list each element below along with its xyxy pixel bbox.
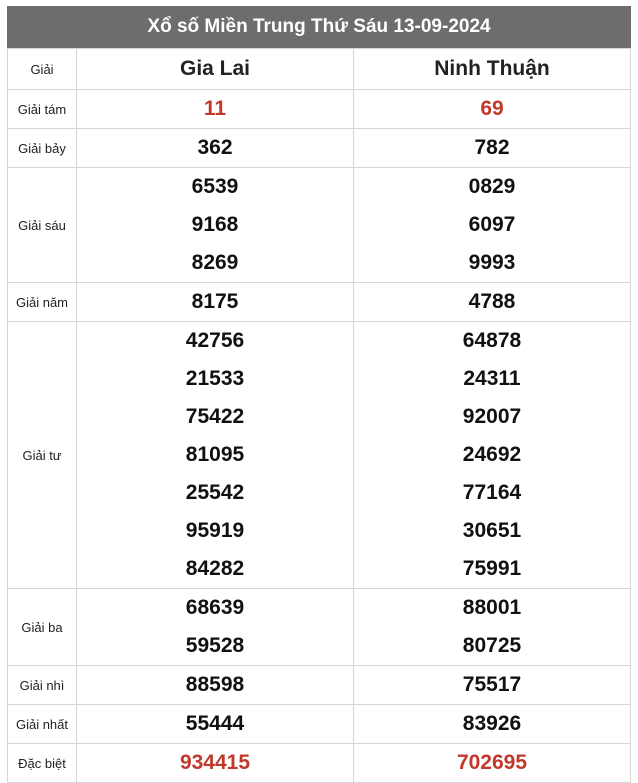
result-number: 702695: [456, 751, 528, 774]
ninh-thuan-results: [354, 666, 631, 705]
prize-label: Giải bảy: [8, 129, 77, 168]
prize-row: [8, 666, 631, 705]
result-number: 88001: [462, 596, 522, 619]
result-number: 84282: [185, 557, 245, 580]
result-number: 30651: [462, 519, 522, 542]
prize-label: Giải ba: [8, 589, 77, 666]
result-number: 92007: [462, 405, 522, 428]
result-number: 782: [474, 136, 510, 159]
gia-lai-results: [77, 589, 354, 666]
gia-lai-results: [77, 129, 354, 168]
province-header-gia-lai: Gia Lai: [77, 49, 354, 90]
result-number: 362: [197, 136, 233, 159]
prize-row: [8, 129, 631, 168]
result-number: 81095: [185, 443, 245, 466]
prize-label: Giải sáu: [8, 168, 77, 283]
prize-row: [8, 283, 631, 322]
prize-row: [8, 90, 631, 129]
result-number: 21533: [185, 367, 245, 390]
result-number: 80725: [462, 634, 522, 657]
result-number: 69: [480, 97, 504, 120]
result-number: 64878: [462, 329, 522, 352]
ninh-thuan-results: [354, 283, 631, 322]
result-number: 83926: [462, 712, 522, 735]
result-number: 95919: [185, 519, 245, 542]
prize-row: [8, 705, 631, 744]
prize-label: Giải năm: [8, 283, 77, 322]
result-number: 4788: [468, 290, 516, 313]
result-number: 6539: [191, 175, 239, 198]
prize-row: [8, 589, 631, 666]
ninh-thuan-results: [354, 744, 631, 783]
gia-lai-results: [77, 283, 354, 322]
result-number: 6097: [468, 213, 516, 236]
prize-row: [8, 168, 631, 283]
result-number: 68639: [185, 596, 245, 619]
result-number: 42756: [185, 329, 245, 352]
result-number: 88598: [185, 673, 245, 696]
result-number: 55444: [185, 712, 245, 735]
ninh-thuan-results: [354, 589, 631, 666]
gia-lai-results: [77, 666, 354, 705]
result-number: 8175: [191, 290, 239, 313]
prize-row: [8, 322, 631, 589]
result-number: 934415: [179, 751, 251, 774]
result-number: 24692: [462, 443, 522, 466]
ninh-thuan-results: [354, 168, 631, 283]
result-number: 11: [203, 97, 227, 120]
gia-lai-results: [77, 744, 354, 783]
result-number: 59528: [185, 634, 245, 657]
result-number: 9993: [468, 251, 516, 274]
gia-lai-results: [77, 168, 354, 283]
prize-label: Giải tư: [8, 322, 77, 589]
gia-lai-results: [77, 322, 354, 589]
result-number: 9168: [191, 213, 239, 236]
ninh-thuan-results: [354, 322, 631, 589]
result-number: 0829: [468, 175, 516, 198]
gia-lai-results: [77, 90, 354, 129]
prize-label: Giải nhì: [8, 666, 77, 705]
prize-label: Giải nhất: [8, 705, 77, 744]
result-number: 75422: [185, 405, 245, 428]
prize-label: Giải tám: [8, 90, 77, 129]
result-number: 25542: [185, 481, 245, 504]
prize-column-header: Giải: [8, 49, 77, 90]
page-title: Xổ số Miền Trung Thứ Sáu 13-09-2024: [7, 6, 631, 48]
result-number: 75517: [462, 673, 522, 696]
province-header-ninh-thuan: Ninh Thuận: [354, 49, 631, 90]
header-row: [8, 49, 631, 90]
ninh-thuan-results: [354, 90, 631, 129]
results-table: [7, 48, 631, 783]
result-number: 77164: [462, 481, 522, 504]
prize-row: [8, 744, 631, 783]
result-number: 24311: [463, 367, 521, 390]
result-number: 75991: [462, 557, 522, 580]
ninh-thuan-results: [354, 129, 631, 168]
gia-lai-results: [77, 705, 354, 744]
prize-label: Đặc biệt: [8, 744, 77, 783]
result-number: 8269: [191, 251, 239, 274]
ninh-thuan-results: [354, 705, 631, 744]
